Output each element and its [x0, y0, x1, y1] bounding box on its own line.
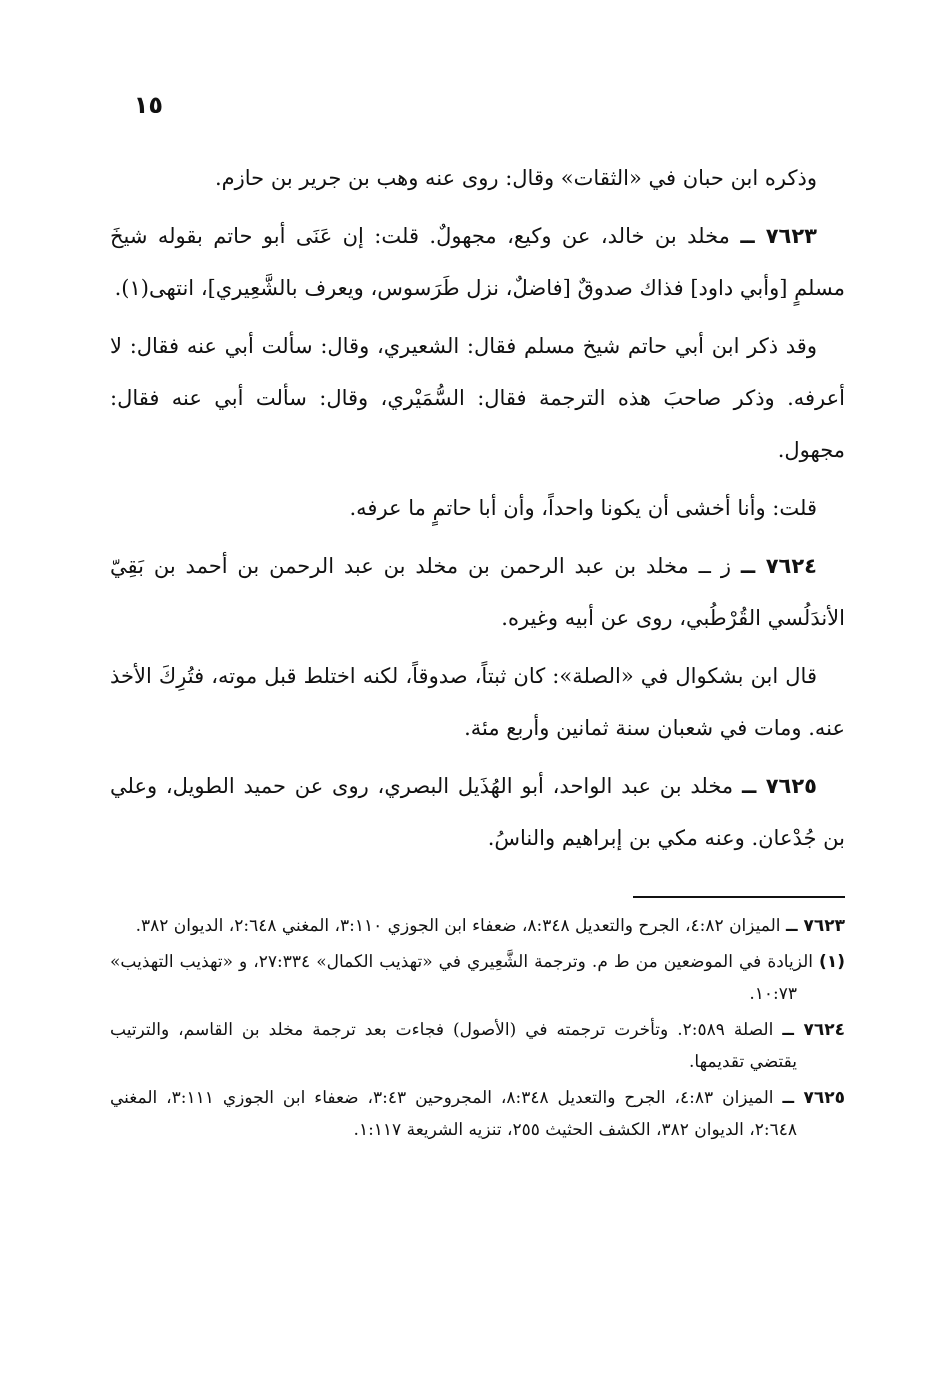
footnote-number: ٧٦٢٥ ــ: [782, 1088, 846, 1108]
footnotes: [110, 910, 845, 1150]
entry-number: ٧٦٢٣ ــ: [740, 224, 818, 248]
paragraph-text: وذكره ابن حبان في «الثقات» وقال: روى عنه وهب بن جرير بن حازم.: [214, 166, 817, 190]
footnote-text: الصلة ٢:٥٨٩. وتأخرت ترجمته في (الأصول) فجاءت بعد ترجمة مخلد بن القاسم، والترتيب يقتضي تقديمها.: [110, 1020, 797, 1072]
paragraph-ibn-abi-hatim: [110, 320, 845, 476]
footnote-text: الزيادة في الموضعين من ط م. وترجمة الشَّعِيري في «تهذيب الكمال» ٢٧:٣٣٤، و «تهذيب التهذيب» ١٠:٧٣.: [110, 952, 820, 1004]
entry-text: مخلد بن خالد، عن وكيع، مجهولٌ. قلت: إن عَنَى أبو حاتم بقوله شيخَ مسلمٍ [وأبي داود] فذاك صدوقٌ [فاضلٌ، نزل طَرَسوس، ويعرف بالشَّعِيري]، انتهى(١).: [110, 224, 845, 300]
footnote-number: ٧٦٢٣ ــ: [785, 916, 845, 936]
footnote-separator: [633, 896, 845, 898]
paragraph-ibn-hibban: [110, 152, 845, 204]
paragraph-text: قال ابن بشكوال في «الصلة»: كان ثبتاً، صدوقاً، لكنه اختلط قبل موته، فتُرِكَ الأخذ عنه. ومات في شعبان سنة ثمانين وأربع مئة.: [110, 664, 845, 740]
paragraph-text: قلت: وأنا أخشى أن يكونا واحداً، وأن أبا حاتمٍ ما عرفه.: [349, 496, 817, 520]
entry-7625: [110, 760, 845, 864]
footnote-number: ٧٦٢٤ ــ: [782, 1020, 845, 1040]
entry-number: ٧٦٢٤ ــ: [740, 554, 818, 578]
entry-7623: [110, 210, 845, 314]
entry-text: ز ــ مخلد بن عبد الرحمن بن مخلد بن عبد الرحمن بن أحمد بن بَقِيّ الأندَلُسي القُرْطُبي، روى عن أبيه وغيره.: [110, 554, 845, 630]
page-number: ١٥: [133, 91, 163, 119]
entry-text: مخلد بن عبد الواحد، أبو الهُذَيل البصري، روى عن حميد الطويل، وعلي بن جُدْعان. وعنه مكي بن إبراهيم والناسُ.: [110, 774, 845, 850]
entry-7624: [110, 540, 845, 644]
footnote-1: [110, 946, 845, 1010]
footnote-7625: [110, 1082, 845, 1146]
main-text: [110, 152, 845, 870]
footnote-text: الميزان ٤:٨٣، الجرح والتعديل ٨:٣٤٨، المجروحين ٣:٤٣، ضعفاء ابن الجوزي ٣:١١١، المغني ٢:٦٤٨، الديوان ٣٨٢، الكشف الحثيث ٢٥٥، تنزيه الشريعة ١:١١٧.: [110, 1088, 797, 1140]
footnote-text: الميزان ٤:٨٢، الجرح والتعديل ٨:٣٤٨، ضعفاء ابن الجوزي ٣:١١٠، المغني ٢:٦٤٨، الديوان ٣٨٢.: [135, 916, 786, 936]
paragraph-text: وقد ذكر ابن أبي حاتم شيخ مسلم فقال: الشعيري، وقال: سألت أبي عنه فقال: لا أعرفه. وذكر صاحبَ هذه الترجمة فقال: السُّمَيْري، وقال: سألت أبي عنه فقال: مجهول.: [110, 334, 845, 462]
document-page: [110, 88, 845, 1308]
footnote-7623: [110, 910, 845, 942]
footnote-number: (١): [819, 952, 845, 972]
paragraph-comment: [110, 482, 845, 534]
entry-number: ٧٦٢٥ ــ: [741, 774, 817, 798]
paragraph-ibn-bashkuwal: [110, 650, 845, 754]
footnote-7624: [110, 1014, 845, 1078]
